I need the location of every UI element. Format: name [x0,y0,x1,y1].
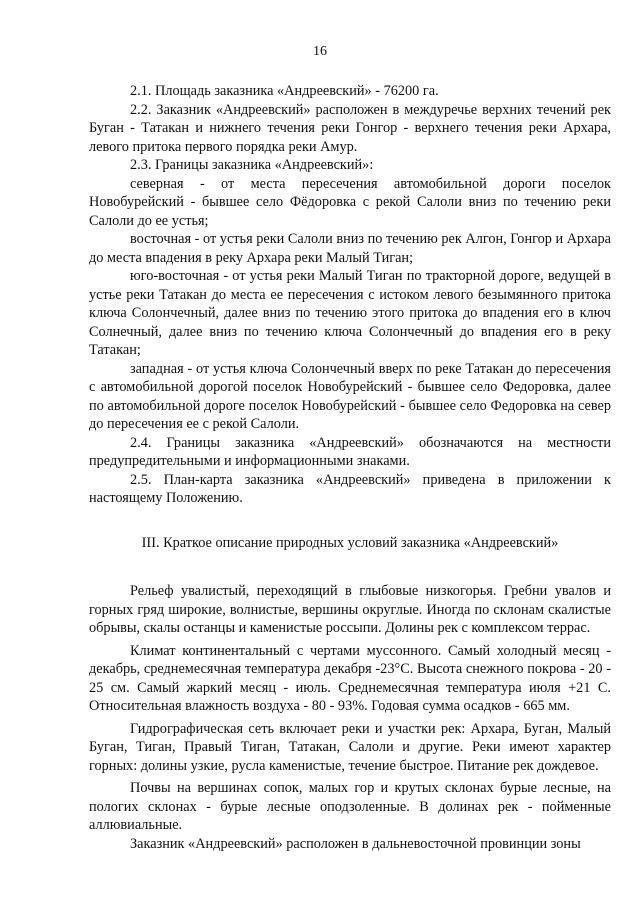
paragraph-2-2: 2.2. Заказник «Андреевский» расположен в междуречье верхних течений рек Буган - Татакан и нижнего течения реки Гонгор - верхнего течения реки Архара, левого притока первого порядка реки Амур. [89,101,611,155]
paragraph-2-1: 2.1. Площадь заказника «Андреевский» - 76200 га. [130,83,439,99]
paragraph-2-4: 2.4. Границы заказника «Андреевский» обозначаются на местности предупредительными и информационными знаками. [89,434,611,469]
paragraph-boundary-west: западная - от устья ключа Солончечный вверх по реке Татакан до пересечения с автомобильной дорогой поселок Новобурейский - бывшее село Федоровка, далее по автомобильной дороге поселок Новобурейский - бывшее село Федоровка на север до пересечения ее с рекой Салоли. [89,360,611,432]
paragraph-province: Заказник «Андреевский» расположен в дальневосточной провинции зоны [130,835,581,852]
page-number: 16 [313,44,327,59]
paragraph-boundary-north: северная - от места пересечения автомобильной дороги поселок Новобурейский - бывшее село Фёдоровка с рекой Салоли вниз по течению реки Салоли до ее устья; [89,175,611,229]
paragraph-boundary-east: восточная - от устья реки Салоли вниз по течению рек Алгон, Гонгор и Архара до места впадения в реку Архара реки Малый Тиган; [89,231,611,266]
paragraph-boundary-southeast: юго-восточная - от устья реки Малый Тиган по тракторной дороге, ведущей в устье реки Татакан до места ее пересечения с истоком левого безымянного притока ключа Солончечный, далее вниз по течению этого притока до впадения его в ключ Солнечный, далее вниз по течению ключа Солончечный до впадения его в реку Татакан; [89,268,611,358]
document-body [89,82,611,853]
paragraph-climate: Климат континентальный с чертами муссонного. Самый холодный месяц - декабрь, среднемесячная температура декабря -23°С. Высота снежного покрова - 20 - 25 см. Самый жаркий месяц - июль. Среднемесячная температура июля +21 С. Относительная влажность воздуха - 80 - 93%. Годовая сумма осадков - 665 мм. [89,642,611,714]
section-3-heading: III. Краткое описание природных условий заказника «Андреевский» [141,534,559,551]
paragraph-2-3: 2.3. Границы заказника «Андреевский»: [130,157,374,173]
paragraph-relief: Рельеф увалистый, переходящий в глыбовые низкогорья. Гребни увалов и горных гряд широкие, волнистые, вершины округлые. Иногда по склонам скалистые обрывы, скалы останцы и каменистые россыпи. Долины рек с комплексом террас. [89,583,611,636]
paragraph-2-5: 2.5. План-карта заказника «Андреевский» приведена в приложении к настоящему Положению. [89,471,611,506]
paragraph-soils: Почвы на вершинах сопок, малых гор и крутых склонах бурые лесные, на пологих склонах - бурые лесные оподзоленные. В долинах рек - пойменные аллювиальные. [89,780,611,833]
paragraph-hydrography: Гидрографическая сеть включает реки и участки рек: Архара, Буган, Малый Буган, Тиган, Правый Тиган, Татакан, Салоли и другие. Реки имеют характер горных: долины узкие, русла каменистые, течение быстрое. Питание рек дождевое. [89,720,611,774]
